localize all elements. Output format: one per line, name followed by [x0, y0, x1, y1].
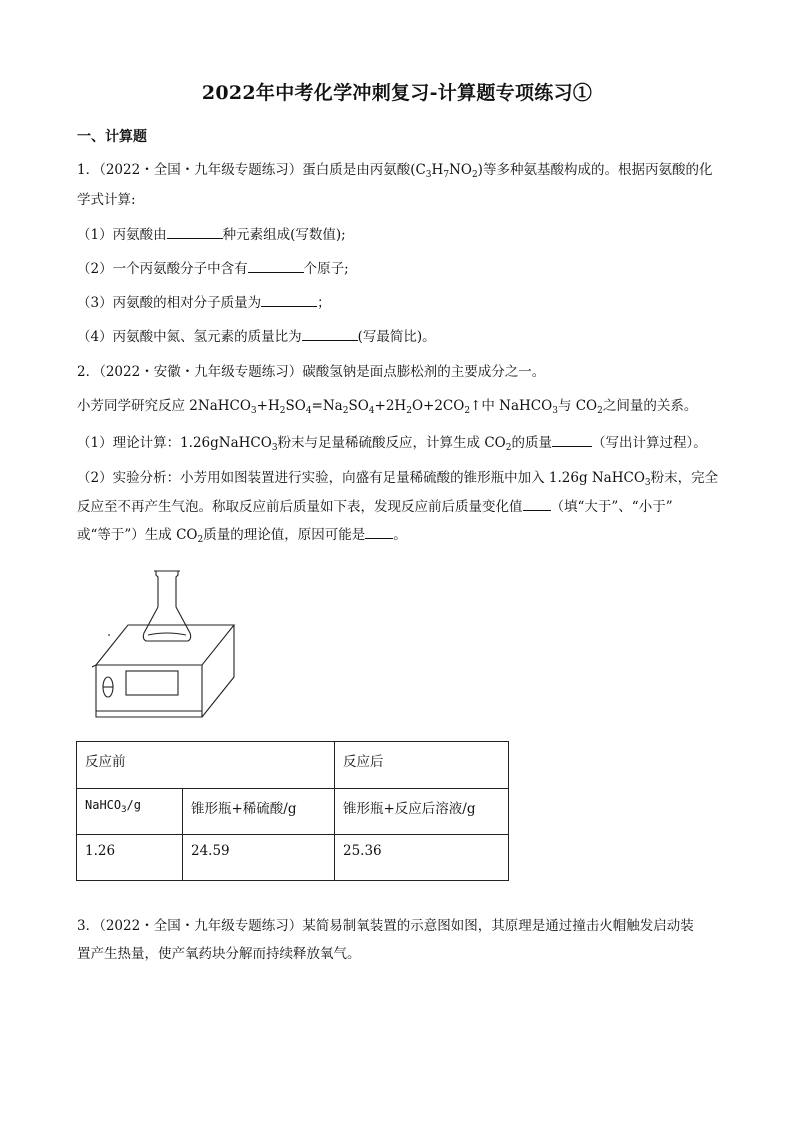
q2-part2-line1: （2）实验分析：小芳用如图装置进行实验，向盛有足量稀硫酸的锥形瓶中加入 1.26g NaHCO$_3$粉末，完全	[77, 470, 719, 488]
answer-blank[interactable]	[248, 258, 304, 273]
q2-part2-line3: 或“等于”）生成 $CO_2$质量的理论值，原因可能是 。	[77, 524, 407, 550]
q1-part4: （4）丙氨酸中氮、氢元素的质量比为 (写最简比)。	[77, 326, 436, 347]
q2-stem-line1: 2．（2022・安徽・九年级专题练习）碳酸氢钠是面点膨松剂的主要成分之一。	[77, 364, 546, 380]
q1-stem-line1: 1．（2022・全国・九年级专题练习）蛋白质是由丙氨酸$(C_3H_7NO_2)$等多种氨基酸构成的。根据丙氨酸的化	[77, 162, 713, 180]
q2-part2-line2: 反应至不再产生气泡。称取反应前后质量如下表，发现反应前后质量变化值 （填“大于”、“小于”	[77, 496, 673, 517]
q3-stem-line1: 3．（2022・全国・九年级专题练习）某简易制氧装置的示意图如图，其原理是通过撞击火帽触发启动装	[77, 918, 694, 934]
q1-stem-line2: 学式计算:	[77, 192, 136, 208]
table-col-nahco3: NaHCO$_3$/g	[77, 789, 183, 835]
answer-blank[interactable]	[365, 524, 393, 539]
q1-part3: （3）丙氨酸的相对分子质量为 ；	[77, 292, 331, 313]
answer-blank[interactable]	[261, 292, 317, 307]
answer-blank[interactable]	[552, 432, 592, 447]
table-col-flask-solution: 锥形瓶+反应后溶液/g	[335, 789, 509, 835]
table-cell-flask-acid: 24.59	[183, 835, 335, 881]
table-cell-flask-solution: 25.36	[335, 835, 509, 881]
table-col-flask-acid: 锥形瓶+稀硫酸/g	[183, 789, 335, 835]
answer-blank[interactable]	[523, 496, 551, 511]
balance-with-flask-figure	[88, 565, 238, 725]
section-heading: 一、计算题	[77, 129, 147, 145]
table-cell-nahco3: 1.26	[77, 835, 183, 881]
table-header-before: 反应前	[77, 742, 335, 789]
mass-data-table	[76, 741, 509, 881]
q1-part1: （1）丙氨酸由 种元素组成(写数值);	[77, 224, 346, 245]
page-title: 2022年中考化学冲刺复习-计算题专项练习①	[201, 82, 593, 104]
q3-stem-line2: 置产生热量，使产氧药块分解而持续释放氧气。	[77, 946, 361, 962]
q2-stem-line2: 小芳同学研究反应 $2NaHCO_3+H_2SO_4=Na_2SO_4+2H_2O+2CO_2↑$中 NaHCO$_3$与 $CO_2$之间量的关系。	[77, 398, 698, 416]
q2-part1: （1）理论计算：1.26gNaHCO$_3$粉末与足量稀硫酸反应，计算生成 $CO_2$的质量 （写出计算过程）。	[77, 432, 707, 458]
table-header-after: 反应后	[335, 742, 509, 789]
q1-part2: （2）一个丙氨酸分子中含有 个原子;	[77, 258, 349, 279]
answer-blank[interactable]	[302, 326, 358, 341]
answer-blank[interactable]	[167, 224, 223, 239]
